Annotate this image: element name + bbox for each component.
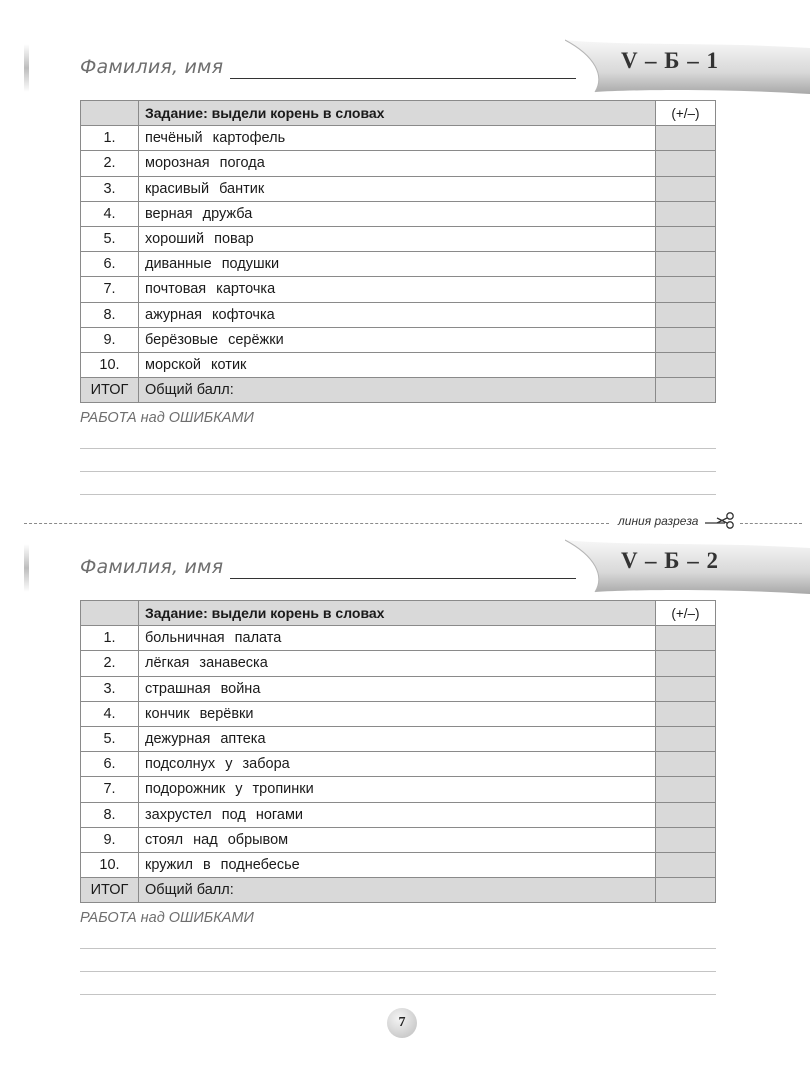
row-number: 10.: [81, 352, 139, 377]
row-words: стоял над обрывом: [139, 827, 656, 852]
row-number: 4.: [81, 701, 139, 726]
score-cell[interactable]: [656, 626, 716, 651]
table-row: [81, 126, 716, 151]
row-number: 8.: [81, 302, 139, 327]
table-row: [81, 626, 716, 651]
errors-writing-line[interactable]: [80, 971, 716, 972]
table-row: [81, 827, 716, 852]
row-number: 3.: [81, 676, 139, 701]
row-words: страшная война: [139, 676, 656, 701]
row-words: подсолнух у забора: [139, 752, 656, 777]
decorative-bar: [24, 44, 29, 92]
row-number: 5.: [81, 726, 139, 751]
variant-code: V – Б – 1: [621, 48, 719, 73]
decorative-bar: [24, 544, 29, 592]
row-words: почтовая карточка: [139, 277, 656, 302]
table-row: [81, 201, 716, 226]
score-cell[interactable]: [656, 252, 716, 277]
row-number: 10.: [81, 852, 139, 877]
row-number: 3.: [81, 176, 139, 201]
score-cell[interactable]: [656, 852, 716, 877]
table-row: [81, 277, 716, 302]
row-number: 4.: [81, 201, 139, 226]
row-number: 6.: [81, 252, 139, 277]
row-words: морской котик: [139, 352, 656, 377]
errors-writing-line[interactable]: [80, 494, 716, 495]
row-number: 1.: [81, 626, 139, 651]
table-row: [81, 726, 716, 751]
row-words: диванные подушки: [139, 252, 656, 277]
row-number: 6.: [81, 752, 139, 777]
errors-writing-line[interactable]: [80, 948, 716, 949]
row-number: 9.: [81, 827, 139, 852]
row-number: 2.: [81, 651, 139, 676]
errors-title: РАБОТА над ОШИБКАМИ: [80, 910, 254, 926]
table-row: [81, 302, 716, 327]
row-words: захрустел под ногами: [139, 802, 656, 827]
total-score-cell[interactable]: [656, 878, 716, 903]
row-words: кончик верёвки: [139, 701, 656, 726]
name-input-line[interactable]: [230, 78, 576, 79]
total-label: ИТОГ: [81, 878, 139, 903]
num-header-cell: [81, 601, 139, 626]
table-row: [81, 852, 716, 877]
table-row: [81, 676, 716, 701]
row-words: печёный картофель: [139, 126, 656, 151]
row-number: 9.: [81, 327, 139, 352]
row-number: 7.: [81, 277, 139, 302]
total-text: Общий балл:: [139, 378, 656, 403]
total-score-cell[interactable]: [656, 378, 716, 403]
variant-code: V – Б – 2: [621, 548, 719, 573]
errors-writing-line[interactable]: [80, 994, 716, 995]
row-number: 2.: [81, 151, 139, 176]
score-cell[interactable]: [656, 126, 716, 151]
row-number: 7.: [81, 777, 139, 802]
row-words: берёзовые серёжки: [139, 327, 656, 352]
table-row: [81, 176, 716, 201]
name-input-line[interactable]: [230, 578, 576, 579]
score-cell[interactable]: [656, 752, 716, 777]
score-header: (+/–): [656, 101, 716, 126]
row-number: 5.: [81, 226, 139, 251]
row-words: ажурная кофточка: [139, 302, 656, 327]
total-row: [81, 878, 716, 903]
score-cell[interactable]: [656, 352, 716, 377]
num-header-cell: [81, 101, 139, 126]
table-row: [81, 752, 716, 777]
score-cell[interactable]: [656, 176, 716, 201]
score-cell[interactable]: [656, 676, 716, 701]
score-cell[interactable]: [656, 226, 716, 251]
score-cell[interactable]: [656, 302, 716, 327]
row-words: подорожник у тропинки: [139, 777, 656, 802]
task-header: Задание: выдели корень в словах: [139, 601, 656, 626]
task-table: [80, 100, 716, 403]
errors-writing-line[interactable]: [80, 448, 716, 449]
row-words: морозная погода: [139, 151, 656, 176]
table-row: [81, 226, 716, 251]
table-row: [81, 802, 716, 827]
row-words: красивый бантик: [139, 176, 656, 201]
errors-writing-line[interactable]: [80, 471, 716, 472]
score-header: (+/–): [656, 601, 716, 626]
score-cell[interactable]: [656, 201, 716, 226]
total-row: [81, 378, 716, 403]
row-words: больничная палата: [139, 626, 656, 651]
row-words: лёгкая занавеска: [139, 651, 656, 676]
total-label: ИТОГ: [81, 378, 139, 403]
score-cell[interactable]: [656, 777, 716, 802]
score-cell[interactable]: [656, 726, 716, 751]
table-row: [81, 151, 716, 176]
table-row: [81, 352, 716, 377]
row-words: верная дружба: [139, 201, 656, 226]
score-cell[interactable]: [656, 701, 716, 726]
score-cell[interactable]: [656, 827, 716, 852]
table-row: [81, 651, 716, 676]
score-cell[interactable]: [656, 327, 716, 352]
score-cell[interactable]: [656, 277, 716, 302]
table-row: [81, 701, 716, 726]
name-label: Фамилия, имя: [80, 556, 224, 578]
name-label: Фамилия, имя: [80, 56, 224, 78]
worksheet-variant-1: [0, 0, 810, 490]
score-cell[interactable]: [656, 151, 716, 176]
cut-label: линия разреза: [618, 514, 699, 528]
score-cell[interactable]: [656, 802, 716, 827]
row-words: хороший повар: [139, 226, 656, 251]
page-number: 7: [387, 1008, 417, 1038]
total-text: Общий балл:: [139, 878, 656, 903]
table-row: [81, 252, 716, 277]
worksheet-variant-2: [0, 500, 810, 990]
row-words: дежурная аптека: [139, 726, 656, 751]
errors-title: РАБОТА над ОШИБКАМИ: [80, 410, 254, 426]
score-cell[interactable]: [656, 651, 716, 676]
row-words: кружил в поднебесье: [139, 852, 656, 877]
table-row: [81, 777, 716, 802]
table-header-row: [81, 101, 716, 126]
task-table: [80, 600, 716, 903]
table-header-row: [81, 601, 716, 626]
task-header: Задание: выдели корень в словах: [139, 101, 656, 126]
table-row: [81, 327, 716, 352]
row-number: 8.: [81, 802, 139, 827]
row-number: 1.: [81, 126, 139, 151]
